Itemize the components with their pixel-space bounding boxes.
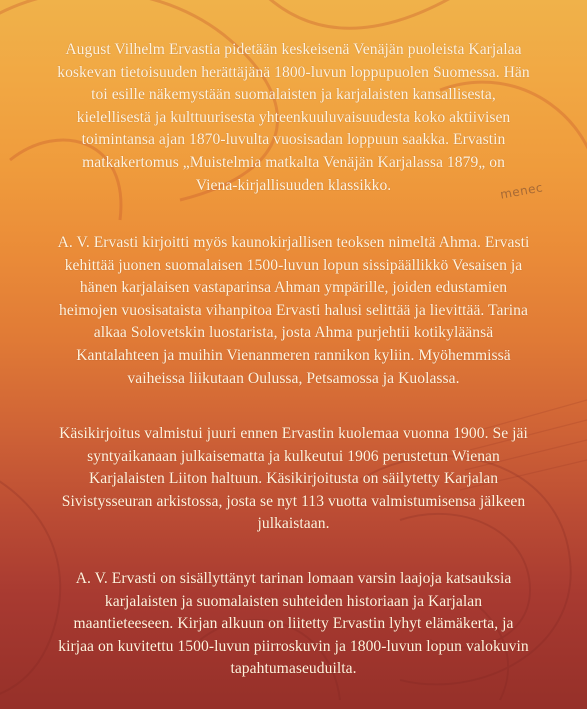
paragraph-line: Kantalahteen ja muihin Vienanmeren rannikon kyliin. Myöhemmissä (76, 346, 511, 364)
paragraph-line: koskevan tietoisuuden herättäjänä 1800-luvun loppupuolen Suomessa. Hän (57, 63, 530, 81)
paragraph-line: kirjaa on kuvitettu 1500-luvun piirroskuvin ja 1800-luvun lopun valokuvin (58, 637, 529, 655)
paragraph-line: matkakertomus „Muistelmia matkalta Venäjän Karjalassa 1879„ on (82, 153, 505, 171)
paragraph-line: kielellisestä ja kulttuurisesta yhteenkuuluvaisuudesta koko aktiivisen (76, 108, 511, 126)
paragraph-line: kehittää juonen suomalaisen 1500-luvun lopun sissipäällikkö Vesaisen ja (64, 256, 523, 274)
paragraph-4 (30, 568, 557, 681)
paragraph-2 (30, 232, 557, 390)
paragraph-line: heimojen vuosisataista vihanpitoa Ervasti halusi selittää ja lievittää. Tarina (59, 301, 528, 319)
paragraph-line: August Vilhelm Ervastia pidetään keskeisenä Venäjän puoleista Karjalaa (65, 41, 522, 58)
paragraph-line: Karjalaisten Liiton haltuun. Käsikirjoitusta on säilytetty Karjalan (88, 470, 499, 488)
paragraph-line: julkaistaan. (257, 515, 330, 533)
paragraph-line: syntyaikanaan julkaisematta ja kulkeutui 1906 perustetun Wienan (87, 447, 500, 465)
paragraph-line: hänen karjalaisen vastaparinsa Ahman ympärille, joiden edustamien (79, 279, 508, 297)
handwritten-pencil-note: menec (499, 180, 545, 202)
paragraph-line: A. V. Ervasti kirjoitti myös kaunokirjallisen teoksen nimeltä Ahma. Ervasti (57, 234, 530, 251)
paragraph-line: Käsikirjoitus valmistui juuri ennen Ervastin kuolemaa vuonna 1900. Se jäi (59, 425, 528, 442)
paragraph-line: maantieteeseen. Kirjan alkuun on liitetty Ervastin lyhyt elämäkerta, ja (73, 615, 514, 633)
paragraph-line: karjalaisten ja suomalaisten suhteiden historiaan ja Karjalan (104, 592, 483, 610)
paragraph-line: tapahtumaseuduilta. (230, 660, 357, 678)
paragraph-line: alkaa Solovetskin luostarista, josta Ahma purjehtii kotikyläänsä (93, 324, 494, 342)
paragraph-3 (30, 423, 557, 536)
paragraph-line: Sivistysseuran arkistossa, josta se nyt 113 vuotta valmistumisensa jälkeen (61, 492, 526, 510)
paragraph-line: A. V. Ervasti on sisällyttänyt tarinan lomaan varsin laajoja katsauksia (75, 570, 512, 587)
paragraph-line: vaiheissa liikutaan Oulussa, Petsamossa ja Kuolassa. (127, 369, 460, 387)
paragraph-line: toimintansa ajan 1870-luvulta vuosisadan loppuun saakka. Ervastin (81, 131, 506, 149)
paragraph-line: Viena-kirjallisuuden klassikko. (195, 176, 392, 194)
paragraph-1 (30, 39, 557, 197)
paragraph-line: toi esille näkemystään suomalaisten ja karjalaisten kansallisesta, (91, 86, 496, 104)
